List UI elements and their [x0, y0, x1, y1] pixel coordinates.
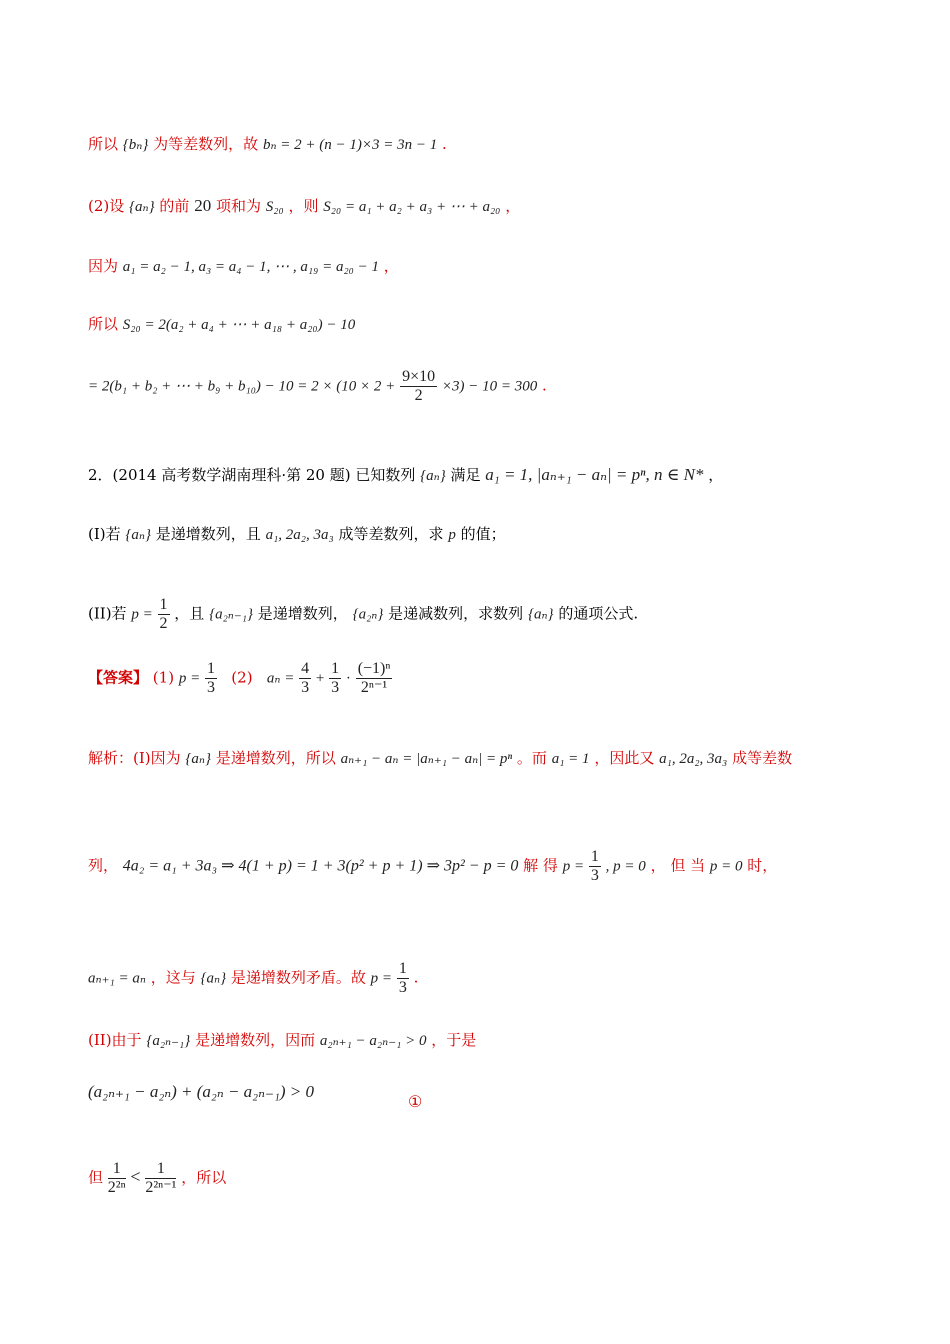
solution-line-because: 因为 a₁ = a₂ − 1, a₃ = a₄ − 1, ⋯ , a₁₉ = a₂₀ − 1 ， — [88, 257, 399, 275]
solution-part-2-line-2: (a₂ₙ₊₁ − a₂ₙ) + (a₂ₙ − a₂ₙ₋₁) > 0 — [88, 1082, 314, 1101]
solution-line-bn: 所以 {bₙ} 为等差数列，故 bₙ = 2 + (n − 1)×3 = 3n − 1 . — [88, 135, 447, 153]
solution-part-1-line-1: 解析：(I)因为 {aₙ} 是递增数列，所以 aₙ₊₁ − aₙ = |aₙ₊₁ − aₙ| = pⁿ 。而 a₁ = 1 ，因此又 a₁, 2a₂, 3a₃ 成等差数 — [88, 749, 793, 767]
solution-part-2-line-3: 但 $\frac{1}{\text{2²ⁿ}}$ < $\frac{1}{\text{2²ⁿ⁻¹}}$ ，所以 — [88, 1160, 227, 1196]
question-2-part-1: (I)若 {aₙ} 是递增数列，且 a₁, 2a₂, 3a₃ 成等差数列，求 p 的值； — [88, 525, 506, 543]
formula-bn-set: {bₙ} — [122, 137, 149, 153]
formula-s20-sum: S₂₀ = a₁ + a₂ + a₃ + ⋯ + a₂₀ — [323, 199, 501, 215]
solution-line-result-300: = 2(b₁ + b₂ + ⋯ + b₉ + b₁₀) − 10 = 2 × (10 × 2 + $\frac{9\times 10}{2}$ ×3) − 10 = 300 . — [88, 368, 547, 404]
solution-part-1-line-2: 列， 4a₂ = a₁ + 3a₃ ⇒ 4(1 + p) = 1 + 3(p² + p + 1) ⇒ 3p² − p = 0 解 得 p = $\frac{1}{3}$ , p = 0 ， 但 当 p = 0 时， — [88, 848, 778, 884]
question-2-stem: 2．(2014 高考数学湖南理科·第 20 题) 已知数列 {aₙ} 满足 a₁ = 1, |aₙ₊₁ − aₙ| = pⁿ, n ∈ N* ， — [88, 465, 724, 484]
solution-line-s20-def: (2)设 {aₙ} 的前 20 项和为 S₂₀ ，则 S₂₀ = a₁ + a₂ + a₃ + ⋯ + a₂₀ ， — [88, 196, 521, 215]
solution-part-1-line-3: aₙ₊₁ = aₙ ，这与 {aₙ} 是递增数列矛盾。故 p = $\frac{1}{3}$ . — [88, 960, 419, 996]
equation-marker-1: ① — [408, 1092, 423, 1111]
formula-bn: bₙ = 2 + (n − 1)×3 = 3n − 1 — [262, 137, 438, 153]
answer-label: 【答案】 — [88, 668, 149, 687]
question-2-part-2: (II)若 p = $\frac{1}{2}$ ，且 {a₂ₙ₋₁} 是递增数列， {a₂ₙ} 是递减数列，求数列 {aₙ} 的通项公式. — [88, 596, 639, 632]
solution-part-2-line-1: (II)由于 {a₂ₙ₋₁} 是递增数列，因而 a₂ₙ₊₁ − a₂ₙ₋₁ > 0 ，于是 — [88, 1031, 477, 1049]
answer-line: 【答案】 (1) p = $\frac{1}{3}$ (2) aₙ = $\frac{4}{3}$ + $\frac{1}{3}$ · $\frac{\text{(−1)ⁿ}}{\text{2ⁿ⁻¹}}$ — [88, 660, 391, 696]
solution-line-so: 所以 S₂₀ = 2(a₂ + a₄ + ⋯ + a₁₈ + a₂₀) − 10 — [88, 315, 356, 333]
